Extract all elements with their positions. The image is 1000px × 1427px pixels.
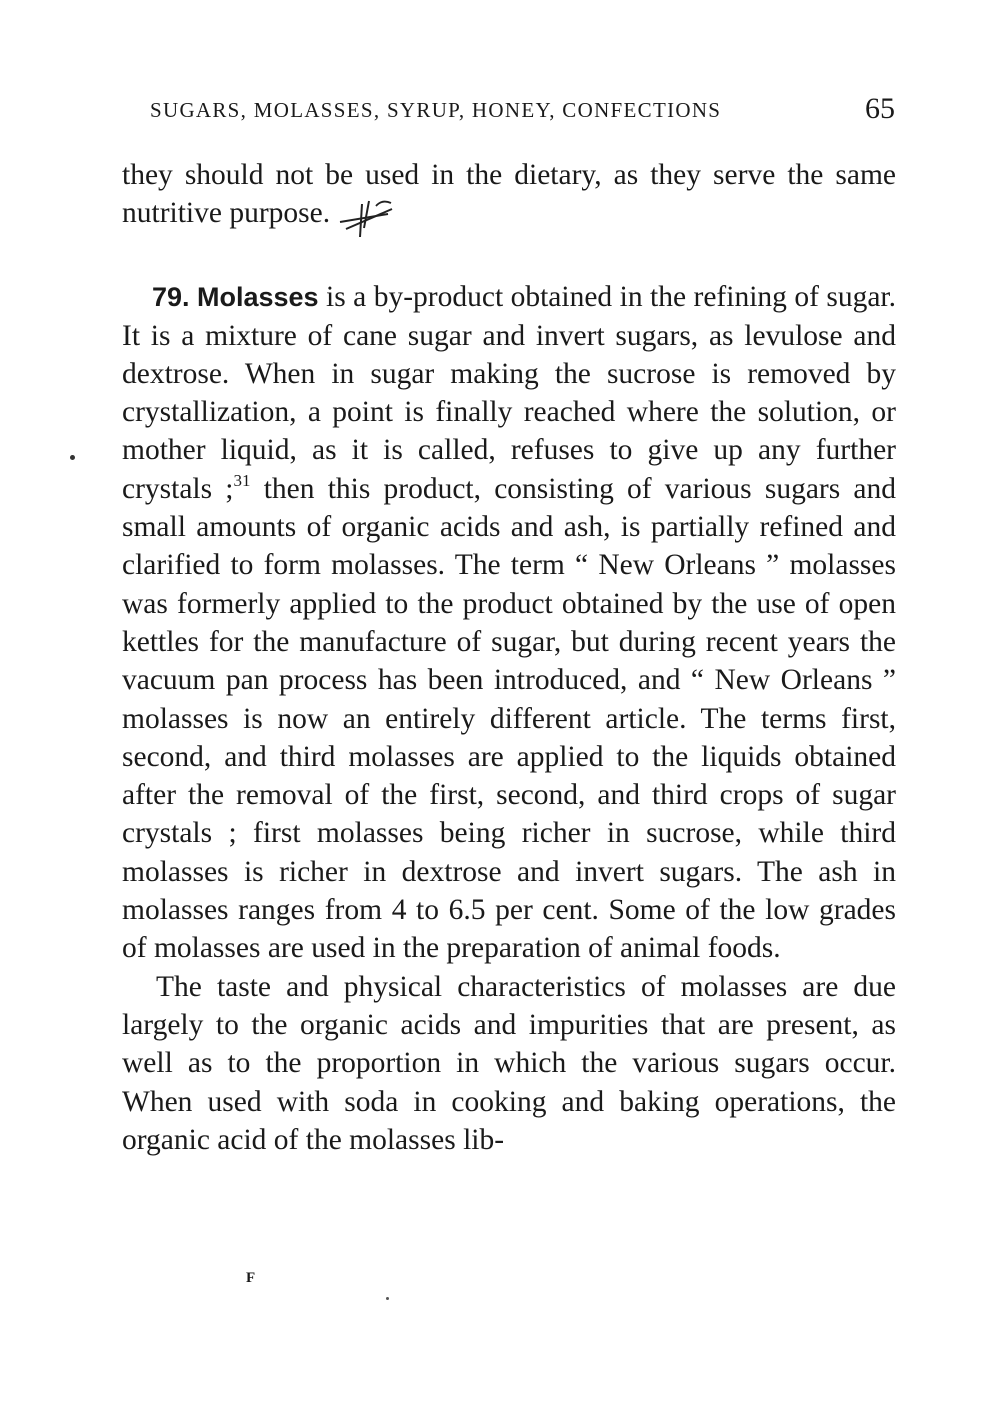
paragraph-heading: Molasses (197, 282, 319, 313)
paragraph-79-text-part-2: then this product, consisting of various sugars and small amounts of organic acids and ash, is partially refined and clarified to form molasses. The term “ New Orleans ” molasses was formerly applied to the product obtained by the use of open kettles for the manufacture of sugar, but during recent years the vacuum pan process has been introduced, and “ New Orleans ” molasses is now an entirely different article. The terms first, second, and third molasses are applied to the liquids obtained after the removal of the first, second, and third crops of sugar crystals ; first molasses being richer in sucrose, while third molasses is richer in dextrose and invert sugars. The ash in molasses ranges from 4 to 6.5 per cent. Some of the low grades of molasses are used in the preparation of animal foods. (122, 472, 897, 965)
running-title: SUGARS, MOLASSES, SYRUP, HONEY, CONFECTIONS (150, 98, 722, 122)
footnote-reference: 31 (233, 470, 251, 490)
paragraph-number: 79. (152, 282, 190, 313)
body-text (122, 156, 896, 1159)
page-number: 65 (865, 92, 895, 125)
paragraph-taste: The taste and physical characteristics of molasses are due largely to the organic acids and impurities that are present, as well as to the proportion in which the various sugars occur. When used with soda in cooking and baking operations, the organic acid of the molasses lib- (122, 970, 896, 1156)
paragraph-79-text-part-1: is a by-product obtained in the refining of sugar. It is a mixture of cane sugar and invert sugars, as levulose and dextrose. When in sugar making the sucrose is removed by crystallization, a point is finally reached where the solution, or mother liquid, as it is called, refuses to give up any further crystals ; (122, 281, 897, 505)
paragraph-79 (122, 278, 896, 967)
page-speck (386, 1297, 389, 1300)
continued-paragraph (122, 156, 896, 238)
continued-paragraph-text: they should not be used in the dietary, as they serve the same nutritive purpose. (122, 159, 896, 230)
handwritten-hash-mark-icon (336, 196, 398, 238)
margin-dot (70, 455, 75, 460)
running-head (150, 92, 895, 132)
signature-mark: F (246, 1270, 256, 1286)
